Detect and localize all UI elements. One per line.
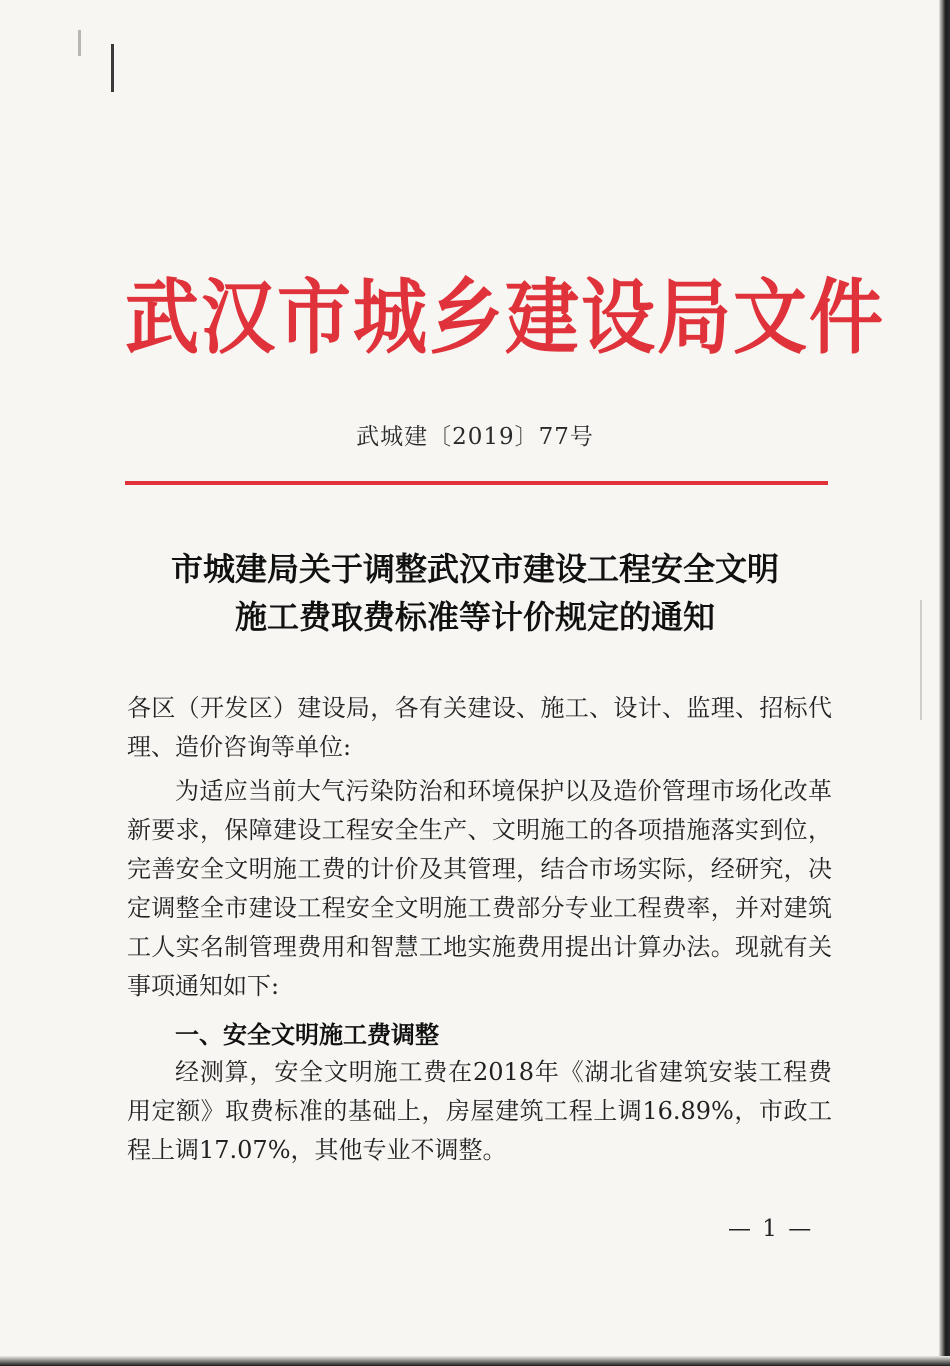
masthead: 武汉市城乡建设局文件 — [125, 270, 885, 366]
section-heading: 一、安全文明施工费调整 — [175, 1021, 439, 1049]
paragraph: 经测算，安全文明施工费在2018年《湖北省建筑安装工程费用定额》取费标准的基础上，房屋建筑工程上调16.89%，市政工程上调17.07%，其他专业不调整。 — [127, 1058, 832, 1164]
scan-edge-right — [939, 0, 950, 1366]
document-title — [100, 545, 850, 641]
scan-mark — [111, 44, 114, 92]
scan-edge-bottom — [0, 1356, 950, 1366]
title-line: 市城建局关于调整武汉市建设工程安全文明 — [170, 550, 779, 588]
page-number: — 1 — — [728, 1216, 814, 1242]
red-divider — [125, 481, 828, 485]
scan-mark — [78, 30, 81, 56]
paragraph: 为适应当前大气污染防治和环境保护以及造价管理市场化改革新要求，保障建设工程安全生产、文明施工的各项措施落实到位，完善安全文明施工费的计价及其管理，结合市场实际，经研究，决定调整全市建设工程安全文明施工费部分专业工程费率，并对建筑工人实名制管理费用和智慧工地实施费用提出计算办法。现就有关事项通知如下: — [127, 777, 832, 1000]
title-line: 施工费取费标准等计价规定的通知 — [234, 598, 715, 636]
document-number: 武城建〔2019〕77号 — [356, 424, 594, 450]
addressee: 各区（开发区）建设局，各有关建设、施工、设计、监理、招标代理、造价咨询等单位: — [127, 694, 832, 761]
scan-mark — [920, 600, 922, 720]
